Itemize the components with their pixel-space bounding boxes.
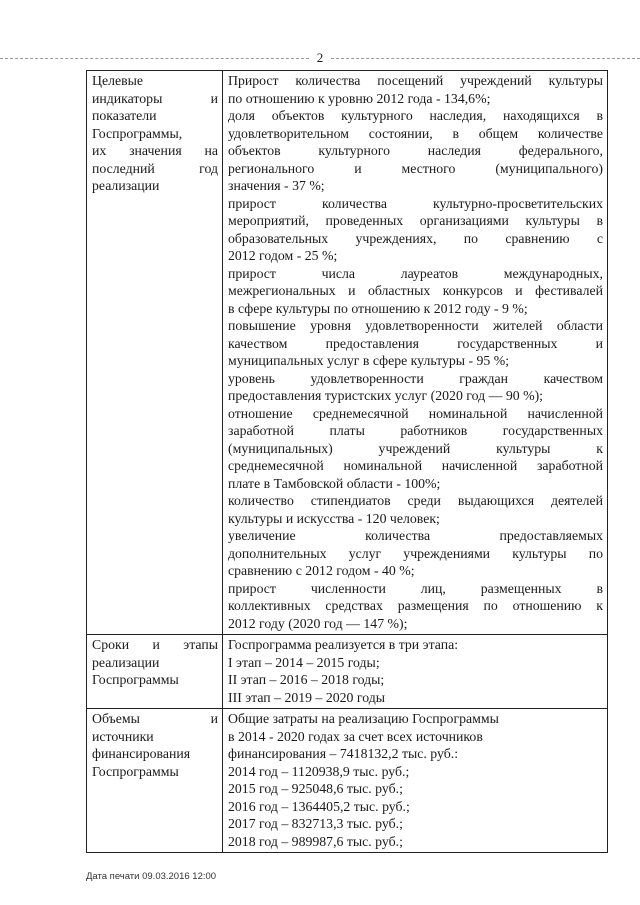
print-date-footer: Дата печати 09.03.2016 12:00 <box>86 871 217 882</box>
row-label-line: Целевые <box>92 73 144 88</box>
row-value-line: качеством предоставления государственных и <box>228 335 603 351</box>
row-label-line: их значения на <box>92 143 218 158</box>
row-value-cell <box>223 71 608 635</box>
row-value-line: Прирост количества посещений учреждений культуры <box>228 73 603 88</box>
row-label-line: реализации <box>92 654 160 670</box>
row-value-line: уровень удовлетворенности граждан качеством <box>228 370 603 386</box>
row-label-line: последний год <box>92 160 218 176</box>
row-value-line: II этап – 2016 – 2018 годы; <box>228 672 385 687</box>
row-value-line: I этап – 2014 – 2015 годы; <box>228 654 380 670</box>
row-label-line: Госпрограммы <box>92 763 179 779</box>
row-value-line: прирост числа лауреатов международных, <box>228 265 603 281</box>
row-value-line: заработной платы работников государственных <box>228 423 603 438</box>
row-value-line: количество стипендиатов среди выдающихся деятелей <box>228 493 603 508</box>
row-value-line: плате в Тамбовской области - 100%; <box>228 475 441 491</box>
row-label-line: Госпрограммы <box>92 672 179 687</box>
row-value-line: по отношению к уровню 2012 года - 134,6%; <box>228 90 491 106</box>
row-label-cell <box>87 71 223 635</box>
row-value-line: сравнению с 2012 годом - 40 %; <box>228 563 415 578</box>
row-value-line: отношение среднемесячной номинальной начисленной <box>228 405 603 421</box>
row-value-line: 2012 годом - 25 %; <box>228 248 338 263</box>
row-value-cell <box>223 709 608 853</box>
table-row <box>87 71 608 635</box>
row-value-line: прирост численности лиц, размещенных в <box>228 580 603 596</box>
row-value-line: Общие затраты на реализацию Госпрограммы <box>228 711 499 726</box>
page-number: 2 <box>310 50 330 66</box>
row-value-line: 2017 год – 832713,3 тыс. руб.; <box>228 816 403 831</box>
row-value-line: 2016 год – 1364405,2 тыс. руб.; <box>228 798 410 814</box>
row-label-line: источники <box>92 728 154 744</box>
row-value-line: 2014 год – 1120938,9 тыс. руб.; <box>228 763 410 779</box>
row-value-line: регионального и местного (муниципального) <box>228 160 603 176</box>
row-value-line: межрегиональных и областных конкурсов и фестивалей <box>228 283 603 298</box>
row-value-line: доля объектов культурного наследия, находящихся в <box>228 108 603 123</box>
row-value-line: финансирования – 7418132,2 тыс. руб.: <box>228 746 459 761</box>
row-label-line: показатели <box>92 108 157 123</box>
row-label-line: финансирования <box>92 746 191 761</box>
row-value-line: повышение уровня удовлетворенности жителей области <box>228 318 603 333</box>
row-value-line: культуры и искусства - 120 человек; <box>228 510 440 526</box>
row-value-line: удовлетворительном состоянии, в общем количестве <box>228 125 603 141</box>
row-value-cell <box>223 635 608 709</box>
table-row <box>87 635 608 709</box>
row-value-line: объектов культурного наследия федерального, <box>228 143 603 158</box>
row-value-line: увеличение количества предоставляемых <box>228 528 603 543</box>
row-value-line: среднемесячной номинальной начисленной заработной <box>228 458 603 473</box>
row-value-line: мероприятий, проведенных организациями культуры в <box>228 213 603 228</box>
row-value-line: предоставления туристских услуг (2020 год — 90 %); <box>228 388 543 403</box>
row-value-line: дополнительных услуг учреждениями культуры по <box>228 545 603 561</box>
row-label-line: Сроки и этапы <box>92 637 218 652</box>
row-label-line: реализации <box>92 178 160 193</box>
table-row <box>87 709 608 853</box>
row-label-cell <box>87 709 223 853</box>
program-passport-table <box>86 70 608 853</box>
row-value-line: 2015 год – 925048,6 тыс. руб.; <box>228 781 403 796</box>
row-value-line: 2018 год – 989987,6 тыс. руб.; <box>228 833 403 849</box>
row-value-line: Госпрограмма реализуется в три этапа: <box>228 637 459 652</box>
row-value-line: (муниципальных) учреждений культуры к <box>228 440 603 456</box>
row-value-line: III этап – 2019 – 2020 годы <box>228 689 386 705</box>
row-value-line: значения - 37 %; <box>228 178 325 193</box>
row-value-line: муниципальных услуг в сфере культуры - 95 %; <box>228 353 510 368</box>
row-value-line: прирост количества культурно-просветительских <box>228 195 603 211</box>
row-label-line: Госпрограммы, <box>92 125 183 141</box>
row-label-line: Объемы и <box>92 711 218 726</box>
row-label-cell <box>87 635 223 709</box>
row-value-line: коллективных средствах размещения по отношению к <box>228 598 603 613</box>
row-label-line: индикаторы и <box>92 90 218 106</box>
row-value-line: в сфере культуры по отношению к 2012 году - 9 %; <box>228 300 528 316</box>
row-value-line: 2012 году (2020 год — 147 %); <box>228 615 408 631</box>
row-value-line: образовательных учреждениях, по сравнению с <box>228 230 603 246</box>
row-value-line: в 2014 - 2020 годах за счет всех источников <box>228 728 483 744</box>
